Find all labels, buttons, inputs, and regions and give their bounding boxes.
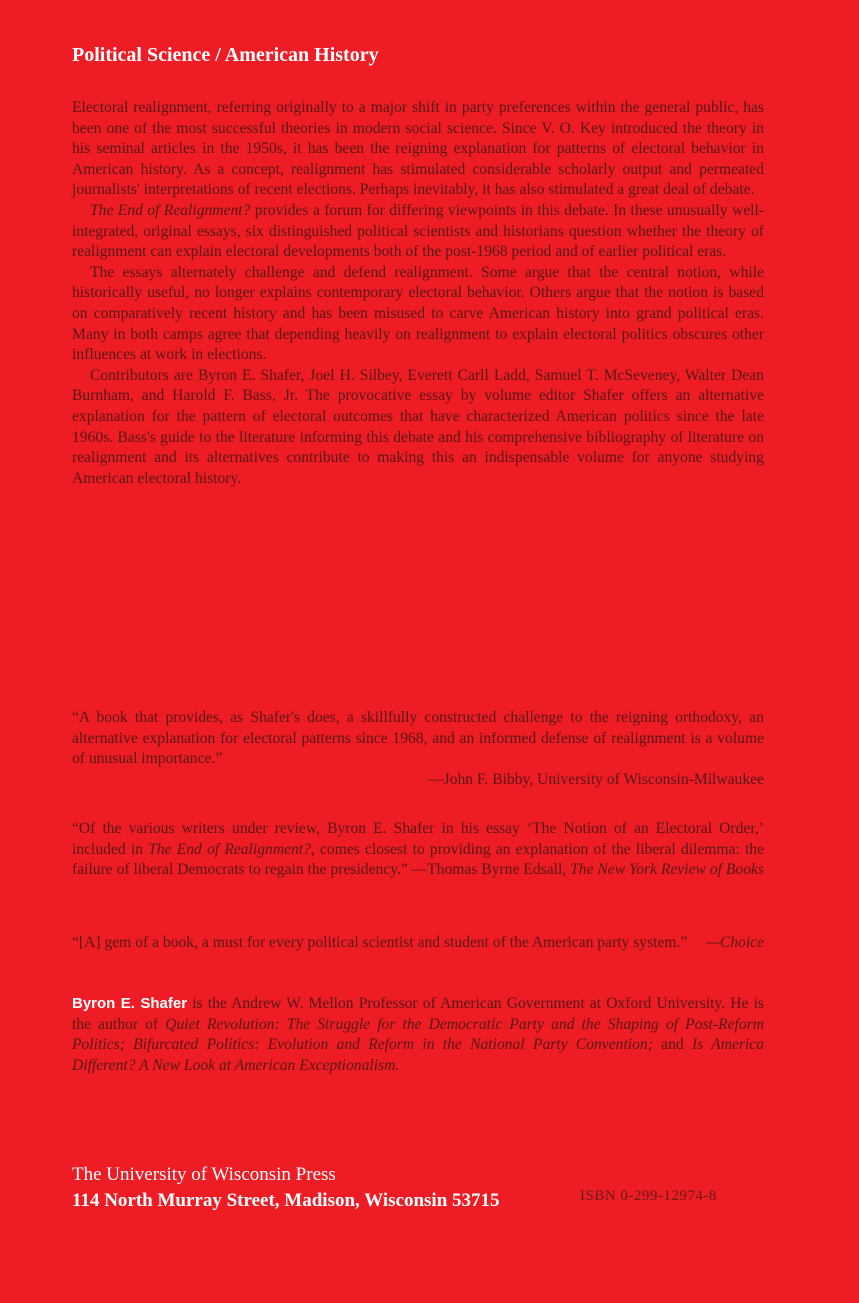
publisher-address: 114 North Murray Street, Madison, Wisconsin 53715 <box>72 1190 500 1211</box>
paragraph-2: The End of Realignment? provides a forum for differing viewpoints in this debate. In these unusually well-integrated, original essays, six distinguished political scientists and historians question whether the theory of realignment can explain electoral developments both of the post-1968 period and of earlier political eras. <box>72 201 764 261</box>
paragraph-1: Electoral realignment, referring originally to a major shift in party preferences within the general public, has been one of the most successful theories in modern social science. Since V. O. Key introduced the theory in his seminal articles in the 1950s, it has been the reigning explanation for patterns of electoral behavior in American history. As a concept, realignment has stimulated considerable scholarly output and permeated journalists' interpretations of recent elections. Perhaps inevitably, it has also stimulated a great deal of debate. <box>72 99 764 199</box>
subject-category: Political Science / American History <box>72 44 379 66</box>
author-bio: Byron E. Shafer is the Andrew W. Mellon Professor of American Government at Oxford University. He is the author of Quiet Revolution: The Struggle for the Democratic Party and the Shaping of Post-Reform Politics; Bifurcated Politics: Evolution and Reform in the National Party Convention; and Is America Different? A New Look at American Exceptionalism. <box>72 995 764 1074</box>
quote-text: “[A] gem of a book, a must for every political scientist and student of the American party system.” <box>72 934 688 951</box>
book-title-inline: The End of Realignment? <box>90 201 251 219</box>
review-quote-3 <box>72 933 764 954</box>
quote-text: “Of the various writers under review, Byron E. Shafer in his essay ‘The Notion of an Electoral Order,’ included in <box>72 820 764 858</box>
paragraph-4: Contributors are Byron E. Shafer, Joel H. Silbey, Everett Carll Ladd, Samuel T. McSeveney, Walter Dean Burnham, and Harold F. Bass, Jr. The provocative essay by volume editor Shafer offers an alternative explanation for the pattern of electoral outcomes that have characterized American politics since the late 1960s. Bass's guide to the literature informing this debate and his comprehensive bibliography of literature on realignment and its alternatives contribute to making this an indispensable volume for anyone studying American electoral history. <box>72 366 764 487</box>
quote-attribution: —John F. Bibby, University of Wisconsin-Milwaukee <box>428 770 764 788</box>
quote-attribution: —Thomas Byrne Edsall, The New York Review of Books <box>411 861 764 879</box>
quote-attribution: —Choice <box>705 934 764 951</box>
publisher-block <box>72 1162 500 1214</box>
publisher-name: The University of Wisconsin Press <box>72 1164 336 1185</box>
quote-text: “A book that provides, as Shafer's does, a skillfully constructed challenge to the reigning orthodoxy, an alternative explanation for electoral patterns since 1968, and an informed defense of realignment is a volume of unusual importance.” <box>72 709 764 768</box>
review-quote-2: “Of the various writers under review, Byron E. Shafer in his essay ‘The Notion of an Electoral Order,’ included in The End of Realignment?, comes closest to providing an explanation of the liberal dilemma: the failure of liberal Democrats to regain the presidency.” —Thomas Byrne Edsall, The New York Review of Books <box>72 819 764 881</box>
review-quote-1 <box>72 708 764 790</box>
author-name: Byron E. Shafer <box>72 995 188 1012</box>
isbn: ISBN 0-299-12974-8 <box>580 1188 717 1204</box>
description <box>72 98 764 489</box>
paragraph-3: The essays alternately challenge and defend realignment. Some argue that the central notion, while historically useful, no longer explains contemporary electoral behavior. Others argue that the notion is based on comparatively recent history and has been misused to carve American history into grand political eras. Many in both camps agree that depending heavily on realignment to explain electoral politics obscures other influences at work in elections. <box>72 263 764 364</box>
book-title-inline: The End of Realignment? <box>148 840 311 858</box>
